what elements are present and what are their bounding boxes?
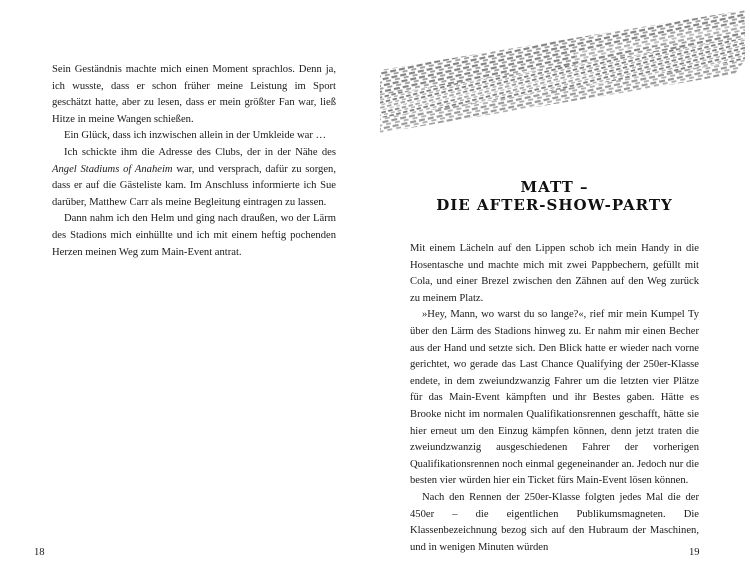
paragraph [52, 145, 336, 211]
paragraph: Mit einem Lächeln auf den Lippen schob ich mein Handy in die Hosentasche und machte mich mit zwei Pappbechern, gefüllt mit Cola, und einer Brezel zwischen den Zähnen auf den Weg zurück zu meinem Platz. [410, 243, 699, 304]
paragraph: Nach den Rennen der 250er-Klasse folgten jedes Mal die der 450er – die eigentlichen Publikumsmagneten. Die Klassenbezeichnung bezog sich auf den Hubraum der Maschinen, und in wenigen Minuten würden [410, 491, 699, 553]
paragraph-text: Ich schickte ihm die Adresse des Clubs, der in der Nähe des [64, 146, 336, 158]
paragraph: Dann nahm ich den Helm und ging nach draußen, wo der Lärm des Stadions mich einhüllte und ich mit einem heftig pochenden Herzen meinen Weg zum Main-Event antrat. [52, 213, 336, 258]
chapter-title-line-1: MATT – [520, 178, 589, 196]
paragraph: Ein Glück, dass ich inzwischen allein in der Umkleide war … [64, 130, 327, 142]
page-number: 19 [689, 547, 700, 558]
chapter-title-line-2: DIE AFTER-SHOW-PARTY [436, 196, 673, 214]
tire-track-decoration [375, 0, 750, 140]
page-number: 18 [34, 547, 45, 558]
paragraph: Sein Geständnis machte mich einen Moment sprachlos. Denn ja, ich wusste, dass er schon früher meine Leistung im Sport geschätzt hatte, aber zu lesen, dass er mein größter Fan war, ließ Hitze in meine Wangen schießen. [52, 64, 336, 125]
paragraph-text: war, und versprach, dafür zu sorgen, dass er auf die Gästeliste kam. Im Anschluss informierte ich Sue darüber, Matthew Carr als meine Begleitung eintragen zu lassen. [52, 163, 336, 208]
paragraph: »Hey, Mann, wo warst du so lange?«, rief mir mein Kumpel Ty über den Lärm des Stadions hinweg zu. Er nahm mir einen Becher aus der Hand und setzte sich. Den Blick hatte er wieder nach vorne gerichtet, wo gerade das Last Chance Qualifying der 250er-Klasse endete, in dem zweiundzwanzig Fahrer um die letzten vier Plätze für das Main-Event kämpften und ihr Bestes gaben. Hätte es Brooke nicht im normalen Qualifikationsrennen geschafft, hätte sie hier erneut um den Einzug kämpfen können, denn jetzt traten die zweiundzwanzig ausgeschiedenen Fahrer der vorherigen Qualifikationsrennen noch einmal gegeneinander an. Jedoch nur die besten vier würden hier ein Ticket fürs Main-Event lösen können. [410, 309, 699, 487]
italic-venue-name: Angel Stadiums of Anaheim [52, 163, 173, 175]
right-page-text [410, 241, 699, 556]
left-page-text [52, 62, 336, 261]
